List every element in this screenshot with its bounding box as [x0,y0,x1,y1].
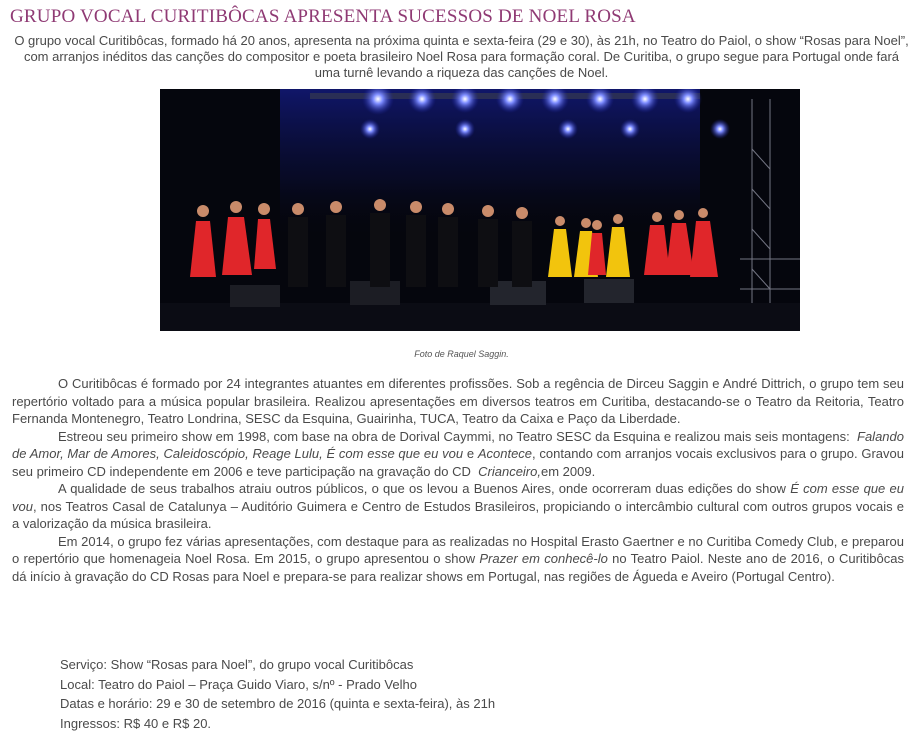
info-location: Local: Teatro do Paiol – Praça Guido Viaro, s/nº - Prado Velho [60,676,417,692]
info-dates: Datas e horário: 29 e 30 de setembro de 2016 (quinta e sexta-feira), às 21h [60,696,496,711]
cd-title: Crianceiro, [478,463,541,479]
paragraph-4: Em 2014, o grupo fez várias apresentações, com destaque para as realizadas no Hospital Erasto Gaertner e no Curitiba Comedy Club, e preparou o repertório que homenageia Noel Rosa. Em 2015, o grupo apresentou o show Prazer em conhecê-lo no Teatro Paiol. Neste ano de 2016, o Curitibôcas dá início à gravação do CD Rosas para Noel e prepara-se para realizar shows em Portugal, nas regiões de Águeda e Aveiro (Portugal Centro). [12,533,904,584]
photo-caption: Foto de Raquel Saggin. [414,349,509,359]
show-title-prazer: Prazer em conhecê-lo [479,551,608,566]
show-title-acontece: Acontece [477,446,533,461]
info-tickets: Ingressos: R$ 40 e R$ 20. [60,715,212,731]
paragraph-2: Estreou seu primeiro show em 1998, com base na obra de Dorival Caymmi, no Teatro SESC da Esquina e realizou mais seis montagens: Falando de Amor, Mar de Amores, Caleidoscópio, Reage Lulu, É com esse que eu vou e Acontece, contando com arranjos vocais exclusivos para o grupo. Gravou seu primeiro CD independente em 2006 e teve participação na gravação do CD Crianceiro,em 2009. [12,428,904,479]
info-service: Serviço: Show “Rosas para Noel”, do grupo vocal Curitibôcas [60,657,414,672]
show-titles: Falando de Amor, Mar de Amores, Caleidoscópio, Reage Lulu, É com esse que eu vou [12,428,904,461]
paragraph-1: O Curitibôcas é formado por 24 integrantes atuantes em diferentes profissões. Sob a regência de Dirceu Saggin e André Dittrich, o grupo tem seu repertório voltado para a música popular brasileira. Realizou apresentações em diversos teatros em Curitiba, destacando-se o Teatro da Reitoria, Teatro Fernanda Montenegro, Teatro Londrina, SESC da Esquina, Guairinha, TUCA, Teatro da Caixa e Paço da Liberdade. [12,376,904,426]
article-body [12,375,904,585]
article-lede: O grupo vocal Curitibôcas, formado há 20 anos, apresenta na próxima quinta e sexta-feira (29 e 30), às 21h, no Teatro do Paiol, o show “Rosas para Noel”, com arranjos inéditos das canções do compositor e poeta brasileiro Noel Rosa para formação coral. De Curitiba, o grupo segue para Portugal onde fará uma turnê levando a riqueza das canções de Noel. [14,33,909,80]
concert-photo [160,89,800,331]
event-info [60,655,495,733]
article-title: GRUPO VOCAL CURITIBÔCAS APRESENTA SUCESSOS DE NOEL ROSA [10,6,636,27]
show-title-buenos-aires: É com esse que eu vou [12,481,904,514]
paragraph-3: A qualidade de seus trabalhos atraiu outros públicos, o que os levou a Buenos Aires, onde ocorreram duas edições do show É com esse que eu vou, nos Teatros Casal de Catalunya – Auditório Guimera e Centro de Estudos Brasileiros, propiciando o intercâmbio cultural com outros grupos vocais e a valorização da música brasileira. [12,481,904,531]
